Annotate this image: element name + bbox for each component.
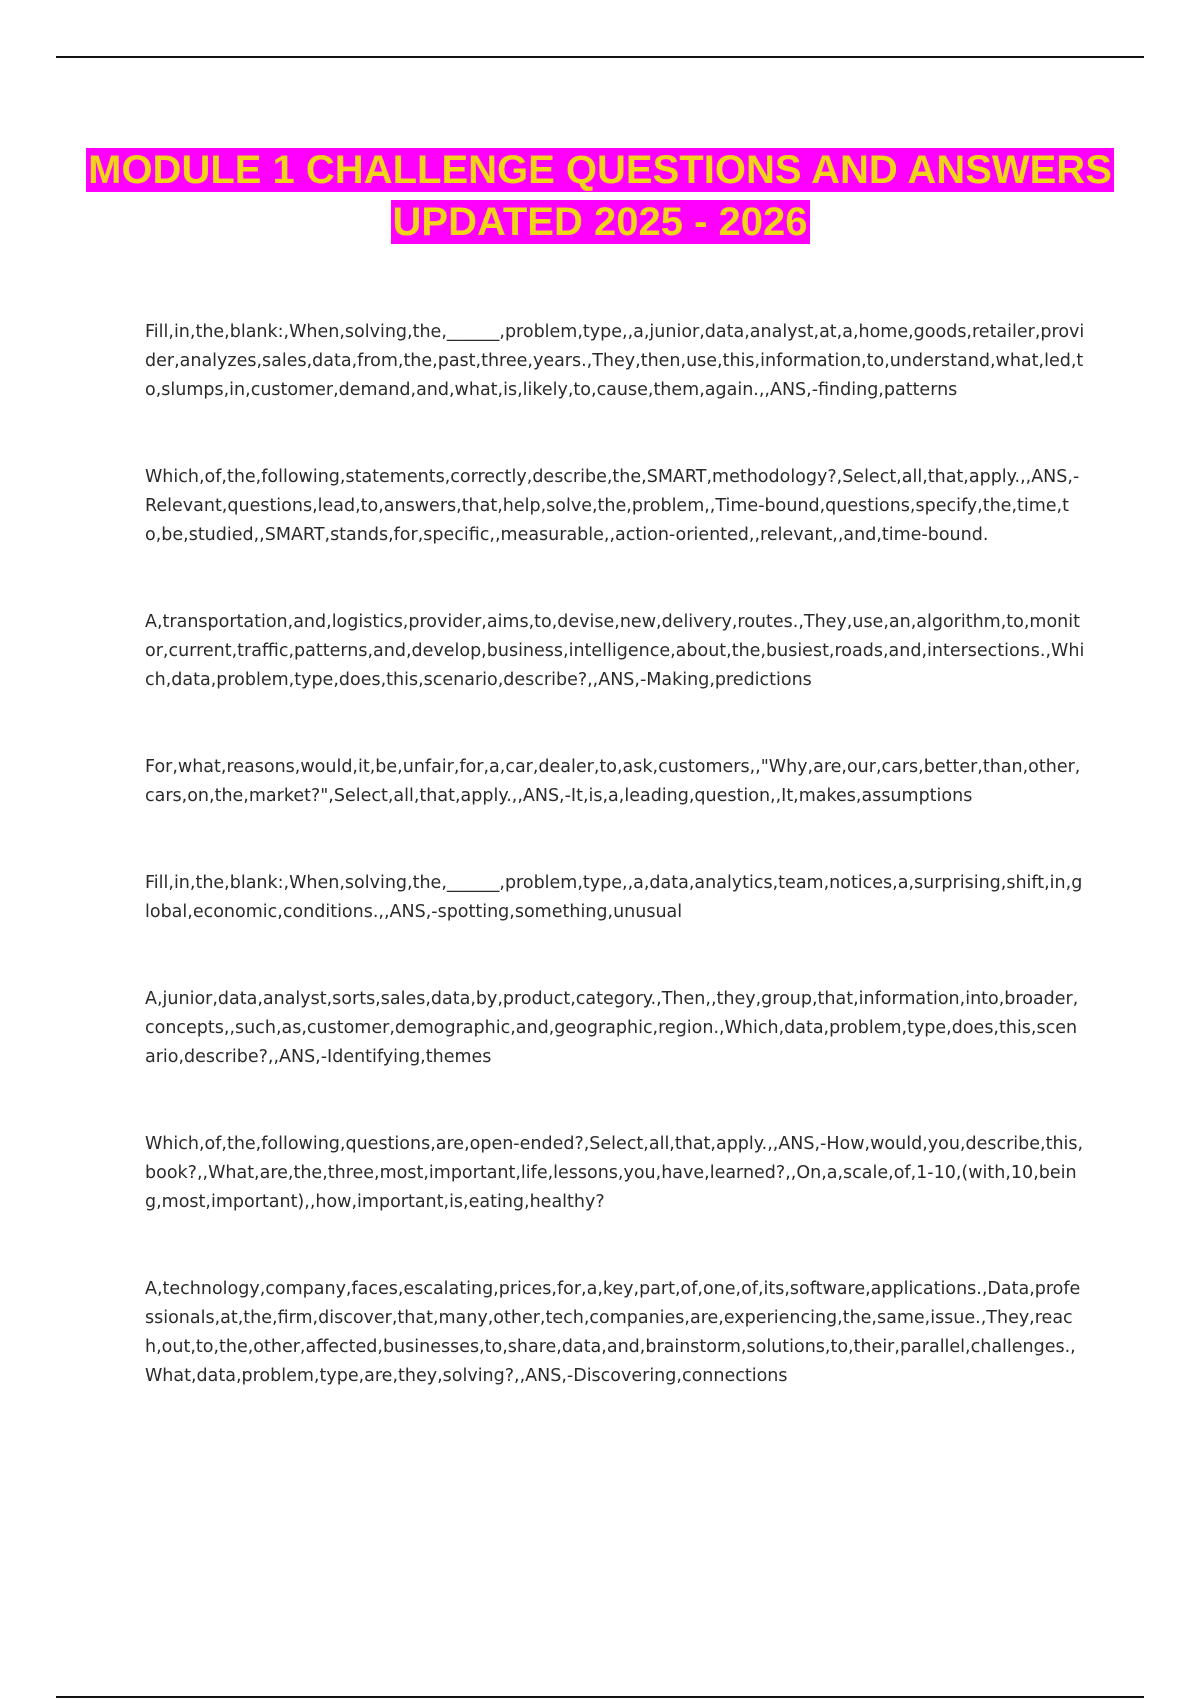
bottom-divider	[56, 1696, 1144, 1698]
qa-item-6: A,junior,data,analyst,sorts,sales,data,by,product,category.,Then,,they,group,that,information,into,broader,concepts,,such,as,customer,demographic,and,geographic,region.,Which,data,problem,type,does,this,scenario,describe?,,ANS,-Identifying,themes	[145, 989, 1079, 1067]
qa-item-4: For,what,reasons,would,it,be,unfair,for,a,car,dealer,to,ask,customers,,"Why,are,our,cars,better,than,other,cars,on,the,market?",Select,all,that,apply.,,ANS,-It,is,a,leading,question,,It,makes,assumptions	[145, 757, 1081, 806]
qa-item-7: Which,of,the,following,questions,are,open-ended?,Select,all,that,apply.,,ANS,-How,would,you,describe,this,book?,,What,are,the,three,most,important,life,lessons,you,have,learned?,,On,a,scale,of,1-10,(with,10,being,most,important),,how,important,is,eating,healthy?	[145, 1134, 1084, 1212]
qa-item-2: Which,of,the,following,statements,correctly,describe,the,SMART,methodology?,Select,all,that,apply.,,ANS,-Relevant,questions,lead,to,answers,that,help,solve,the,problem,,Time-bound,questions,specify,the,time,to,be,studied,,SMART,stands,for,specific,,measurable,,action-oriented,,relevant,,and,time-bound.	[145, 467, 1080, 545]
top-divider	[56, 56, 1144, 58]
title-block	[60, 144, 1140, 248]
qa-item-3: A,transportation,and,logistics,provider,aims,to,devise,new,delivery,routes.,They,use,an,algorithm,to,monitor,current,traffic,patterns,and,develop,business,intelligence,about,the,busiest,roads,and,intersections.,Which,data,problem,type,does,this,scenario,describe?,,ANS,-Making,predictions	[145, 612, 1085, 690]
document-title: MODULE 1 CHALLENGE QUESTIONS AND ANSWERS UPDATED 2025 - 2026	[88, 148, 1112, 244]
qa-item-8: A,technology,company,faces,escalating,prices,for,a,key,part,of,one,of,its,software,applications.,Data,professionals,at,the,firm,discover,that,many,other,tech,companies,are,experiencing,the,same,issue.,They,reach,out,to,the,other,affected,businesses,to,share,data,and,brainstorm,solutions,to,their,parallel,challenges.,What,data,problem,type,are,they,solving?,,ANS,-Discovering,connections	[145, 1279, 1081, 1386]
qa-item-1: Fill,in,the,blank:,When,solving,the,______,problem,type,,a,junior,data,analyst,at,a,home,goods,retailer,provider,analyzes,sales,data,from,the,past,three,years.,They,then,use,this,information,to,understand,what,led,to,slumps,in,customer,demand,and,what,is,likely,to,cause,them,again.,,ANS,-finding,patterns	[145, 322, 1085, 400]
qa-item-5: Fill,in,the,blank:,When,solving,the,______,problem,type,,a,data,analytics,team,notices,a,surprising,shift,in,global,economic,conditions.,,ANS,-spotting,something,unusual	[145, 873, 1083, 922]
qa-list	[145, 318, 1085, 1391]
